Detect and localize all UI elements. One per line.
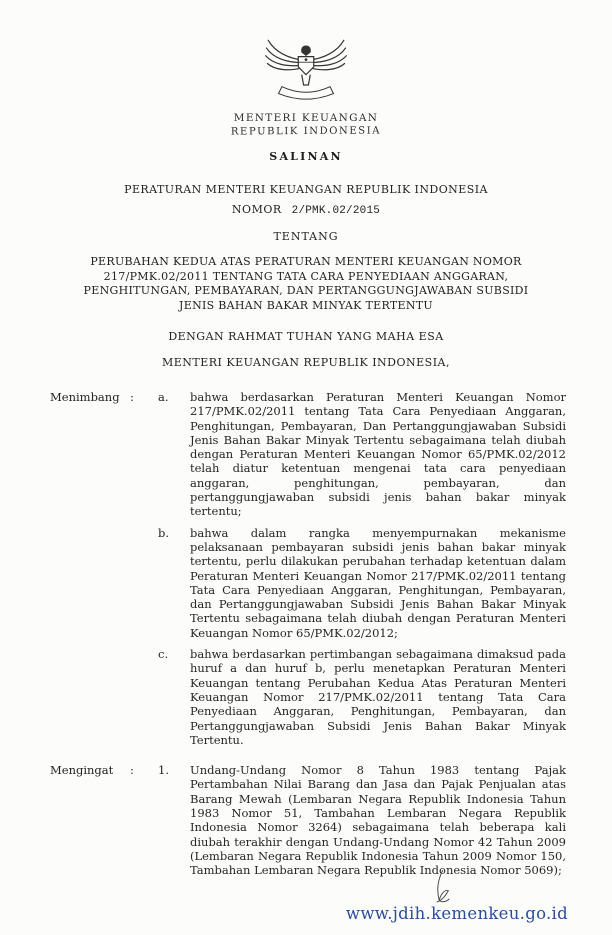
colon-spacer xyxy=(130,526,158,640)
ministry-name-line1: MENTERI KEUANGAN xyxy=(233,112,379,124)
garuda-emblem-icon xyxy=(263,24,349,103)
mengingat-item-1 xyxy=(50,763,566,877)
tentang-label: TENTANG xyxy=(273,230,339,243)
label-spacer xyxy=(50,526,130,640)
item-marker: a. xyxy=(158,390,169,404)
legal-basis-text: Undang-Undang Nomor 8 Tahun 1983 tentang Pajak Pertambahan Nilai Barang dan Jasa dan Pajak Penjualan atas Barang Mewah (Lembaran Negara Republik Indonesia Tahun 1983 Nomor 51, Tambahan Lembaran Negara Republik Indonesia Nomor 3264) sebagaimana telah beberapa kali diubah terakhir dengan Undang-Undang Nomor 42 Tahun 2009 (Lembaran Negara Republik Indonesia Tahun 2009 Nomor 150, Tambahan Lembaran Negara Republik Indonesia Nomor 5069); xyxy=(190,763,566,878)
jdih-footer-link[interactable]: www.jdih.kemenkeu.go.id xyxy=(345,904,568,923)
label-spacer xyxy=(50,647,130,747)
paraf-initial-mark xyxy=(428,868,456,909)
menteri-line: MENTERI KEUANGAN REPUBLIK INDONESIA, xyxy=(161,356,451,369)
item-marker: 1. xyxy=(158,763,169,778)
mengingat-colon: : xyxy=(130,763,134,778)
considerans-text: bahwa dalam rangka menyempurnakan mekanisme pelaksanaan pembayaran subsidi jenis bahan bakar minyak tertentu, perlu dilakukan perubahan terhadap ketentuan dalam Peraturan Menteri Keuangan Nomor 217/PMK.02/2011 tentang Tata Cara Penyediaan Anggaran, Penghitungan, Pembayaran, dan Pertanggungjawaban Subsidi Jenis Bahan Bakar Minyak Tertentu sebagaimana telah diubah dengan Peraturan Menteri Keuangan Nomor 65/PMK.02/2012; xyxy=(190,525,566,640)
emblem-container xyxy=(0,0,612,107)
item-marker: c. xyxy=(158,647,169,662)
menimbang-item-a xyxy=(50,390,566,519)
menimbang-colon: : xyxy=(130,390,134,404)
ministry-name-line2: REPUBLIK INDONESIA xyxy=(230,125,382,138)
mengingat-section xyxy=(0,763,612,877)
menimbang-item-b xyxy=(50,526,566,640)
regulation-subject: PERUBAHAN KEDUA ATAS PERATURAN MENTERI KEUANGAN NOMOR 217/PMK.02/2011 TENTANG TATA CARA PENYEDIAAN ANGGARAN, PENGHITUNGAN, PEMBAYARAN, DAN PERTANGGUNGJAWABAN SUBSIDI JENIS BAHAN BAKAR MINYAK TERTENTU xyxy=(83,255,529,312)
rahmat-line: DENGAN RAHMAT TUHAN YANG MAHA ESA xyxy=(168,330,444,343)
nomor-value: 2/PMK.02/2015 xyxy=(291,205,381,217)
salinan-label: SALINAN xyxy=(269,150,343,163)
menimbang-label: Menimbang xyxy=(50,390,120,404)
regulation-number-line xyxy=(0,203,612,217)
menimbang-item-c xyxy=(50,647,566,747)
colon-spacer xyxy=(130,647,158,747)
item-marker: b. xyxy=(158,525,170,540)
mengingat-label: Mengingat xyxy=(50,763,114,778)
regulation-title: PERATURAN MENTERI KEUANGAN REPUBLIK INDONESIA xyxy=(124,183,488,196)
menimbang-section xyxy=(0,390,612,747)
considerans-text: bahwa berdasarkan Peraturan Menteri Keuangan Nomor 217/PMK.02/2011 tentang Tata Cara Penyediaan Anggaran, Penghitungan, Pembayaran, Dan Pertanggungjawaban Subsidi Jenis Bahan Bakar Minyak Tertentu sebagaimana telah diubah dengan Peraturan Menteri Keuangan Nomor 65/PMK.02/2012 telah diatur ketentuan mengenai tata cara penyediaan anggaran, penghitungan, pembayaran, dan pertanggungjawaban subsidi jenis bahan bakar minyak tertentu; xyxy=(190,390,566,519)
nomor-label: NOMOR xyxy=(231,203,282,216)
considerans-text: bahwa berdasarkan pertimbangan sebagaimana dimaksud pada huruf a dan huruf b, perlu menetapkan Peraturan Menteri Keuangan tentang Perubahan Kedua Atas Peraturan Menteri Keuangan Nomor 217/PMK.02/2011 tentang Tata Cara Penyediaan Anggaran, Penghitungan, Pembayaran, dan Pertanggungjawaban Subsidi Jenis Bahan Bakar Minyak Tertentu. xyxy=(190,647,566,747)
